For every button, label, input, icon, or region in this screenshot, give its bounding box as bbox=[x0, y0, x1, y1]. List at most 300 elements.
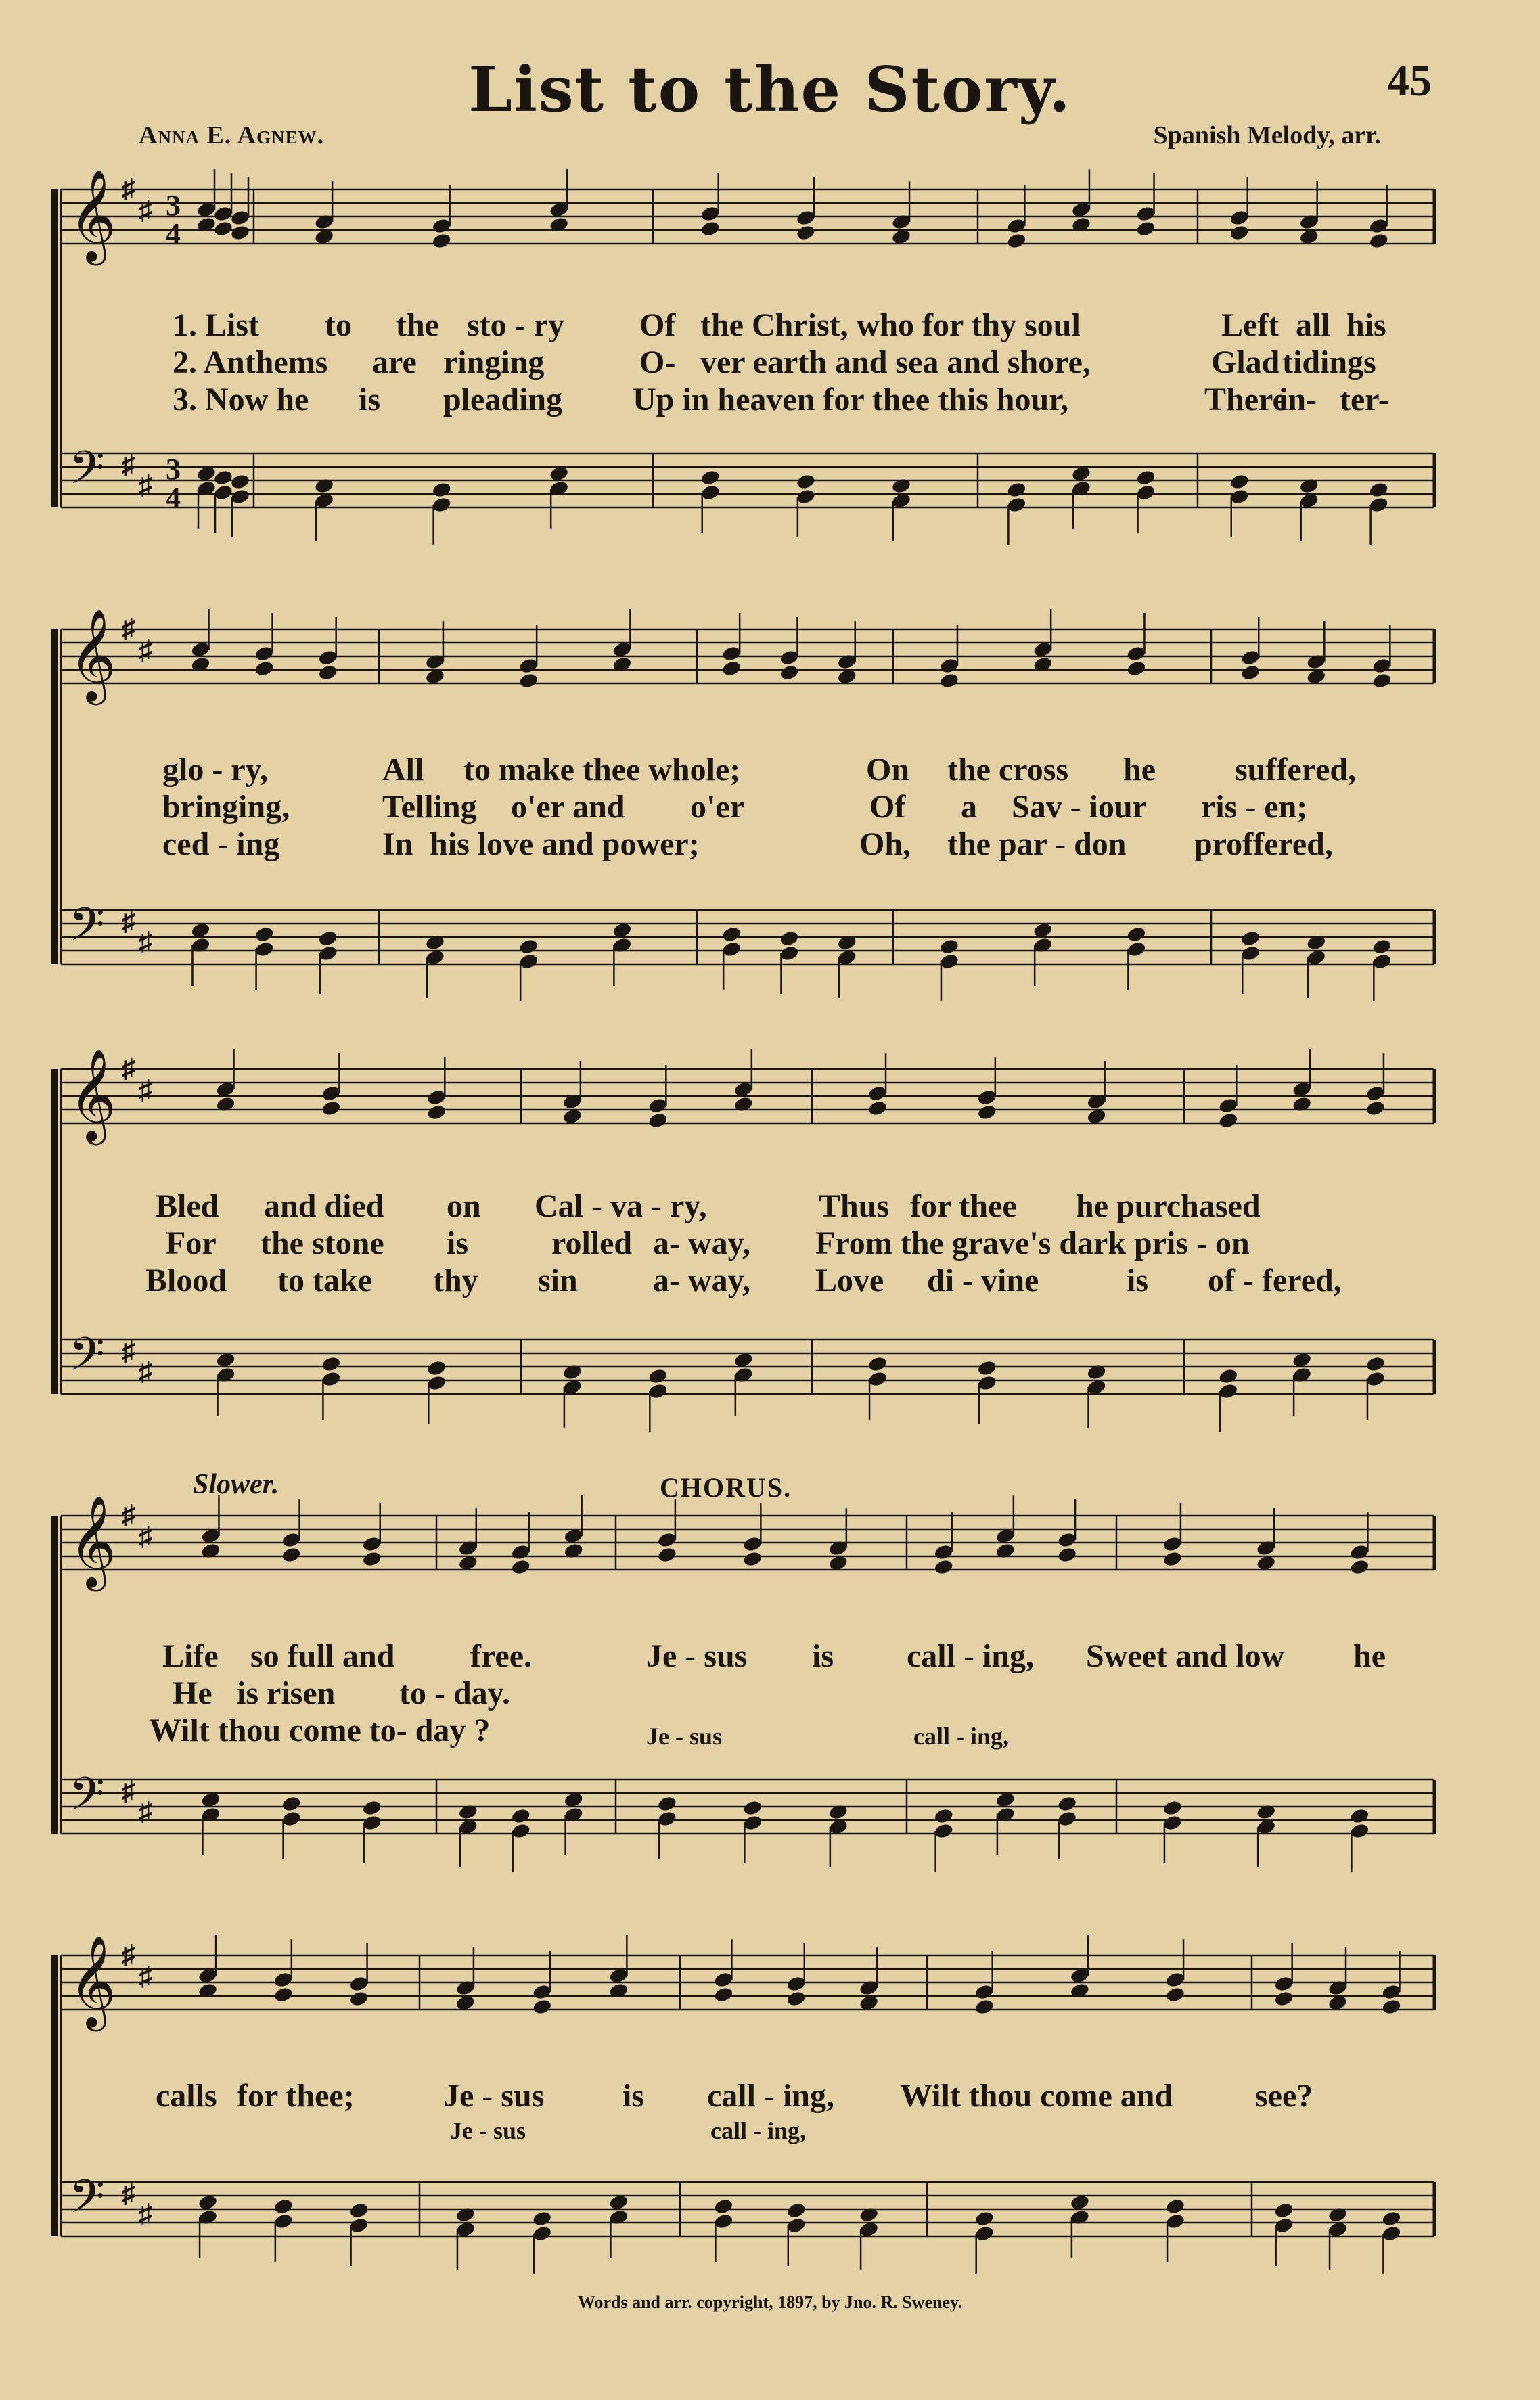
lyric-word: in- bbox=[1279, 382, 1317, 417]
sharp-icon: ♯ bbox=[139, 1074, 152, 1105]
sharp-icon: ♯ bbox=[122, 906, 135, 936]
lyric-word: a- way, bbox=[653, 1263, 750, 1298]
notehead bbox=[273, 2198, 294, 2215]
notehead bbox=[213, 469, 234, 486]
notehead bbox=[1057, 1810, 1078, 1828]
lyric-word: ringing bbox=[443, 344, 545, 380]
bass-clef-icon: 𝄢 bbox=[69, 2171, 105, 2235]
lyric-word: Cal - va - ry, bbox=[535, 1188, 707, 1224]
notehead bbox=[1218, 1367, 1239, 1385]
notehead bbox=[1229, 488, 1250, 505]
notehead bbox=[974, 1983, 995, 2001]
lyric-word: on bbox=[447, 1188, 481, 1224]
notehead bbox=[254, 645, 275, 662]
lyric-word: Glad bbox=[1211, 344, 1280, 380]
notehead bbox=[1372, 672, 1392, 689]
notehead bbox=[1165, 2213, 1186, 2230]
notehead bbox=[532, 1998, 553, 2016]
lyric-word: rolled bbox=[551, 1225, 633, 1261]
music-system-5 bbox=[41, 1928, 1434, 2321]
lyric-word: is bbox=[622, 2078, 645, 2114]
lyric-word: He bbox=[173, 1675, 212, 1711]
lyric-word: calls bbox=[156, 2078, 217, 2114]
notehead bbox=[1381, 1998, 1402, 2016]
notehead bbox=[1162, 1550, 1183, 1568]
notehead bbox=[657, 1795, 678, 1813]
notehead bbox=[796, 209, 817, 227]
sharp-icon: ♯ bbox=[122, 1336, 135, 1366]
notehead bbox=[713, 2198, 734, 2215]
notehead bbox=[1349, 1543, 1370, 1561]
notehead bbox=[1135, 484, 1156, 501]
notehead bbox=[254, 926, 275, 943]
lyric-word: O- bbox=[639, 344, 676, 380]
treble-clef-icon: 𝄞 bbox=[69, 169, 116, 261]
sharp-icon: ♯ bbox=[122, 173, 135, 204]
bass-lyric-word: Je - sus bbox=[450, 2117, 526, 2144]
lyric-word: of - fered, bbox=[1208, 1263, 1342, 1298]
notehead bbox=[1229, 209, 1250, 227]
notehead bbox=[1006, 232, 1027, 250]
notehead bbox=[721, 926, 742, 943]
notehead bbox=[1162, 1799, 1183, 1817]
lyric-word: is bbox=[812, 1638, 834, 1674]
bass-lyric-word: call - ing, bbox=[710, 2117, 806, 2144]
notehead bbox=[1240, 664, 1261, 681]
notehead bbox=[281, 1531, 302, 1549]
lyric-word: is bbox=[447, 1225, 469, 1261]
notehead bbox=[657, 1531, 678, 1549]
notehead bbox=[317, 930, 338, 947]
sharp-icon: ♯ bbox=[139, 926, 152, 957]
lyric-word: call - ing, bbox=[707, 2078, 834, 2114]
notehead bbox=[510, 1822, 531, 1840]
lyric-word: a bbox=[961, 789, 977, 825]
notehead bbox=[648, 1097, 669, 1114]
lyric-word: There bbox=[1204, 382, 1287, 417]
lyric-word: ris - en; bbox=[1201, 789, 1308, 825]
notehead bbox=[1229, 473, 1250, 491]
notehead bbox=[510, 1807, 531, 1825]
lyric-word: glo - ry, bbox=[162, 752, 268, 788]
notehead bbox=[1240, 930, 1261, 947]
time-sig-upper: 3 bbox=[166, 189, 181, 222]
notehead bbox=[742, 1550, 763, 1568]
notehead bbox=[1240, 649, 1261, 666]
lyric-word: On bbox=[866, 752, 910, 788]
lyric-word: In bbox=[382, 826, 413, 862]
notehead bbox=[1240, 945, 1261, 962]
lyric-word: is risen bbox=[237, 1675, 336, 1711]
notehead bbox=[939, 657, 960, 675]
lyric-word: Je - sus bbox=[443, 2078, 545, 2114]
lyric-word: and died bbox=[264, 1188, 384, 1224]
notehead bbox=[1372, 657, 1392, 675]
notehead bbox=[939, 938, 960, 955]
notehead bbox=[532, 2225, 553, 2242]
lyric-word: the stone bbox=[261, 1225, 384, 1261]
bass-clef-icon: 𝄢 bbox=[69, 899, 105, 963]
notehead bbox=[721, 645, 742, 662]
notehead bbox=[431, 232, 452, 250]
lyric-word: are bbox=[372, 344, 417, 380]
notehead bbox=[1365, 1370, 1386, 1388]
notehead bbox=[933, 1543, 954, 1561]
notehead bbox=[273, 2213, 294, 2230]
lyric-word: Sweet and low bbox=[1086, 1638, 1285, 1674]
notehead bbox=[1349, 1807, 1370, 1825]
lyric-word: From the grave's dark pris - on bbox=[815, 1225, 1250, 1261]
notehead bbox=[1349, 1822, 1370, 1840]
lyric-word: proffered, bbox=[1194, 826, 1333, 862]
notehead bbox=[213, 484, 234, 501]
sharp-icon: ♯ bbox=[122, 1939, 135, 1970]
lyric-word: is bbox=[1127, 1263, 1149, 1298]
time-sig-upper: 3 bbox=[166, 453, 181, 486]
notehead bbox=[786, 2202, 807, 2219]
notehead bbox=[796, 473, 817, 491]
notehead bbox=[1126, 660, 1147, 677]
notehead bbox=[1165, 1971, 1186, 1989]
notehead bbox=[939, 953, 960, 970]
lyric-word: the par - don bbox=[947, 826, 1127, 862]
tempo-mark-slower: Slower. bbox=[193, 1469, 279, 1500]
notehead bbox=[1368, 481, 1389, 499]
lyric-word: Bled bbox=[156, 1188, 219, 1224]
notehead bbox=[1368, 217, 1389, 235]
lyric-word: ver earth and sea and shore, bbox=[700, 344, 1091, 380]
lyric-word: the bbox=[396, 307, 439, 343]
notehead bbox=[796, 224, 817, 242]
sharp-icon: ♯ bbox=[122, 2178, 135, 2209]
music-system-2 bbox=[41, 609, 1434, 1001]
notehead bbox=[974, 2225, 995, 2242]
lyric-word: All bbox=[382, 752, 424, 788]
notehead bbox=[510, 1543, 531, 1561]
notehead bbox=[1162, 1535, 1183, 1553]
lyric-word: For bbox=[166, 1225, 217, 1261]
lyric-word: Life bbox=[162, 1638, 219, 1674]
lyric-word: ter- bbox=[1340, 382, 1389, 417]
notehead bbox=[317, 945, 338, 962]
chorus-heading: CHORUS. bbox=[660, 1472, 792, 1503]
lyric-word: so full and bbox=[250, 1638, 395, 1674]
sharp-icon: ♯ bbox=[139, 1521, 152, 1552]
notehead bbox=[1381, 2225, 1402, 2242]
lyric-word: is bbox=[359, 382, 381, 417]
notehead bbox=[1135, 205, 1156, 223]
notehead bbox=[786, 1975, 807, 1993]
notehead bbox=[532, 1983, 553, 2001]
notehead bbox=[648, 1112, 669, 1129]
notehead bbox=[779, 649, 800, 666]
notehead bbox=[977, 1374, 998, 1392]
music-system-1 bbox=[41, 169, 1434, 562]
time-sig-lower: 4 bbox=[166, 217, 181, 250]
notehead bbox=[933, 1822, 954, 1840]
notehead bbox=[974, 1998, 995, 2016]
notehead bbox=[518, 672, 539, 689]
bass-lyric-word: Je - sus bbox=[646, 1723, 723, 1750]
lyric-word: he bbox=[1123, 752, 1156, 788]
notehead bbox=[779, 945, 800, 962]
notehead bbox=[1126, 941, 1147, 958]
notehead bbox=[796, 488, 817, 505]
notehead bbox=[230, 224, 251, 242]
lyric-word: Blood bbox=[145, 1263, 227, 1298]
sharp-icon: ♯ bbox=[139, 470, 152, 500]
notehead bbox=[1381, 2210, 1402, 2227]
sharp-icon: ♯ bbox=[139, 2198, 152, 2229]
notehead bbox=[281, 1810, 302, 1828]
lyric-word: he bbox=[1353, 1638, 1386, 1674]
notehead bbox=[939, 672, 960, 689]
lyric-word: to - day. bbox=[399, 1675, 511, 1711]
lyric-word: o'er bbox=[690, 789, 744, 825]
notehead bbox=[933, 1558, 954, 1576]
notehead bbox=[348, 2202, 369, 2219]
notehead bbox=[426, 1359, 447, 1377]
notehead bbox=[321, 1355, 342, 1373]
lyric-word: Wilt thou come to- day ? bbox=[149, 1713, 491, 1748]
notehead bbox=[254, 941, 275, 958]
notehead bbox=[532, 2210, 553, 2227]
bass-clef-icon: 𝄢 bbox=[69, 442, 105, 506]
notehead bbox=[700, 484, 721, 501]
notehead bbox=[977, 1104, 998, 1121]
notehead bbox=[1135, 220, 1156, 237]
lyric-word: Thus bbox=[819, 1188, 890, 1224]
bass-lyric-word: call - ing, bbox=[913, 1723, 1009, 1750]
notehead bbox=[700, 205, 721, 223]
notehead bbox=[742, 1814, 763, 1832]
notehead bbox=[426, 1374, 447, 1392]
lyric-word: to make thee whole; bbox=[463, 752, 741, 788]
notehead bbox=[348, 1975, 369, 1993]
treble-clef-icon: 𝄞 bbox=[69, 1934, 116, 2027]
lyric-word: di - vine bbox=[927, 1263, 1039, 1298]
notehead bbox=[867, 1085, 888, 1102]
notehead bbox=[977, 1359, 998, 1377]
lyric-word: ced - ing bbox=[162, 826, 280, 862]
sharp-icon: ♯ bbox=[122, 1499, 135, 1530]
notehead bbox=[713, 1971, 734, 1989]
notehead bbox=[361, 1799, 382, 1817]
lyric-word: to take bbox=[277, 1263, 372, 1298]
sharp-icon: ♯ bbox=[139, 195, 152, 225]
lyric-word: 2. Anthems bbox=[173, 344, 328, 380]
notehead bbox=[213, 205, 234, 223]
notehead bbox=[867, 1100, 888, 1117]
notehead bbox=[281, 1795, 302, 1813]
notehead bbox=[721, 941, 742, 958]
hymn-title: List to the Story. bbox=[468, 53, 1072, 126]
lyric-word: all bbox=[1296, 307, 1330, 343]
lyric-word: a- way, bbox=[653, 1225, 750, 1261]
lyric-word: o'er and bbox=[511, 789, 625, 825]
notehead bbox=[1135, 469, 1156, 486]
lyric-word: 3. Now he bbox=[173, 382, 309, 417]
lyric-word: the cross bbox=[947, 752, 1069, 788]
notehead bbox=[348, 1990, 369, 2008]
notehead bbox=[657, 1546, 678, 1564]
notehead bbox=[1365, 1355, 1386, 1373]
notehead bbox=[1273, 2202, 1294, 2219]
notehead bbox=[321, 1100, 342, 1117]
notehead bbox=[317, 664, 338, 681]
lyric-word: Wilt thou come and bbox=[900, 2078, 1173, 2114]
notehead bbox=[1057, 1795, 1078, 1813]
notehead bbox=[1006, 217, 1027, 235]
lyric-word: his bbox=[1346, 307, 1386, 343]
lyric-line: 1. List bbox=[173, 307, 260, 343]
treble-clef-icon: 𝄞 bbox=[69, 1494, 116, 1587]
notehead bbox=[1126, 645, 1147, 662]
lyric-word: for thee; bbox=[237, 2078, 355, 2114]
sharp-icon: ♯ bbox=[139, 1356, 152, 1386]
copyright-notice: Words and arr. copyright, 1897, by Jno. R. Sweney. bbox=[577, 2292, 963, 2312]
notehead bbox=[431, 217, 452, 235]
notehead bbox=[1368, 496, 1389, 514]
lyric-word: Up in heaven for thee this hour, bbox=[633, 382, 1069, 417]
notehead bbox=[713, 2213, 734, 2230]
bass-clef-icon: 𝄢 bbox=[69, 1328, 105, 1393]
notehead bbox=[713, 1986, 734, 2003]
lyric-word: Je - sus bbox=[646, 1638, 748, 1674]
notehead bbox=[1165, 1986, 1186, 2003]
notehead bbox=[721, 660, 742, 677]
notehead bbox=[426, 1089, 447, 1106]
lyric-word: to bbox=[325, 307, 352, 343]
notehead bbox=[1057, 1531, 1078, 1549]
time-sig-lower: 4 bbox=[166, 481, 181, 514]
lyric-word: Of bbox=[639, 307, 676, 343]
notehead bbox=[273, 1986, 294, 2003]
lyric-word: Of bbox=[869, 789, 906, 825]
sharp-icon: ♯ bbox=[122, 1775, 135, 1806]
notehead bbox=[1229, 224, 1250, 242]
notehead bbox=[1273, 1990, 1294, 2008]
lyric-word: free. bbox=[470, 1638, 533, 1674]
lyric-word: Love bbox=[815, 1263, 884, 1298]
notehead bbox=[867, 1355, 888, 1373]
notehead bbox=[510, 1558, 531, 1576]
notehead bbox=[431, 481, 452, 499]
sharp-icon: ♯ bbox=[139, 1796, 152, 1826]
notehead bbox=[254, 660, 275, 677]
notehead bbox=[1218, 1097, 1239, 1114]
notehead bbox=[230, 473, 251, 491]
notehead bbox=[230, 209, 251, 227]
lyric-word: tidings bbox=[1282, 344, 1376, 380]
sharp-icon: ♯ bbox=[139, 1961, 152, 1991]
notehead bbox=[426, 1104, 447, 1121]
lyric-word: the Christ, who for thy soul bbox=[700, 307, 1081, 343]
notehead bbox=[361, 1535, 382, 1553]
lyric-word: his love and power; bbox=[430, 826, 700, 862]
sharp-icon: ♯ bbox=[122, 1053, 135, 1083]
lyric-word: sin bbox=[538, 1263, 578, 1298]
notehead bbox=[1162, 1814, 1183, 1832]
sharp-icon: ♯ bbox=[139, 635, 152, 665]
notehead bbox=[786, 1990, 807, 2008]
lyric-word: call - ing, bbox=[907, 1638, 1034, 1674]
notehead bbox=[779, 664, 800, 681]
lyric-word: sto - ry bbox=[467, 307, 564, 343]
treble-clef-icon: 𝄞 bbox=[69, 1049, 116, 1141]
composer-credit: Spanish Melody, arr. bbox=[1153, 121, 1381, 150]
lyric-word: Left bbox=[1221, 307, 1279, 343]
notehead bbox=[779, 930, 800, 947]
notehead bbox=[1349, 1558, 1370, 1576]
author-credit: Anna E. Agnew. bbox=[139, 121, 325, 150]
notehead bbox=[1165, 2198, 1186, 2215]
notehead bbox=[518, 657, 539, 675]
music-system-3 bbox=[41, 1049, 1434, 1441]
notehead bbox=[281, 1546, 302, 1564]
notehead bbox=[321, 1085, 342, 1102]
lyric-word: bringing, bbox=[162, 789, 290, 825]
lyric-word: see? bbox=[1255, 2078, 1313, 2114]
lyric-word: for thee bbox=[910, 1188, 1017, 1224]
notehead bbox=[1273, 2217, 1294, 2234]
notehead bbox=[933, 1807, 954, 1825]
lyric-word: suffered, bbox=[1235, 752, 1357, 788]
notehead bbox=[977, 1089, 998, 1106]
notehead bbox=[361, 1550, 382, 1568]
bass-clef-icon: 𝄢 bbox=[69, 1768, 105, 1832]
lyric-word: he purchased bbox=[1076, 1188, 1261, 1224]
notehead bbox=[700, 469, 721, 486]
notehead bbox=[657, 1810, 678, 1828]
music-system-4 bbox=[41, 1469, 1434, 1881]
notehead bbox=[431, 496, 452, 514]
notehead bbox=[700, 220, 721, 237]
notehead bbox=[1006, 481, 1027, 499]
notehead bbox=[786, 2217, 807, 2234]
notehead bbox=[361, 1814, 382, 1832]
lyric-word: thy bbox=[433, 1263, 478, 1298]
notehead bbox=[317, 649, 338, 666]
notehead bbox=[1368, 232, 1389, 250]
notehead bbox=[273, 1971, 294, 1989]
notehead bbox=[1381, 1983, 1402, 2001]
treble-clef-icon: 𝄞 bbox=[69, 609, 116, 701]
lyric-word: Telling bbox=[382, 789, 477, 825]
notehead bbox=[1126, 926, 1147, 943]
notehead bbox=[1372, 953, 1392, 970]
notehead bbox=[1372, 938, 1392, 955]
notehead bbox=[1006, 496, 1027, 514]
notehead bbox=[348, 2217, 369, 2234]
notehead bbox=[648, 1367, 669, 1385]
notehead bbox=[1273, 1975, 1294, 1993]
notehead bbox=[1218, 1382, 1239, 1400]
notehead bbox=[867, 1370, 888, 1388]
notehead bbox=[1365, 1100, 1386, 1117]
notehead bbox=[518, 953, 539, 970]
notehead bbox=[1365, 1085, 1386, 1102]
lyric-word: Oh, bbox=[859, 826, 911, 862]
lyric-word: pleading bbox=[443, 382, 563, 417]
notehead bbox=[1057, 1546, 1078, 1564]
sharp-icon: ♯ bbox=[122, 613, 135, 643]
notehead bbox=[213, 220, 234, 237]
sharp-icon: ♯ bbox=[122, 449, 135, 480]
notehead bbox=[518, 938, 539, 955]
lyric-word: Sav - iour bbox=[1012, 789, 1148, 825]
notehead bbox=[648, 1382, 669, 1400]
